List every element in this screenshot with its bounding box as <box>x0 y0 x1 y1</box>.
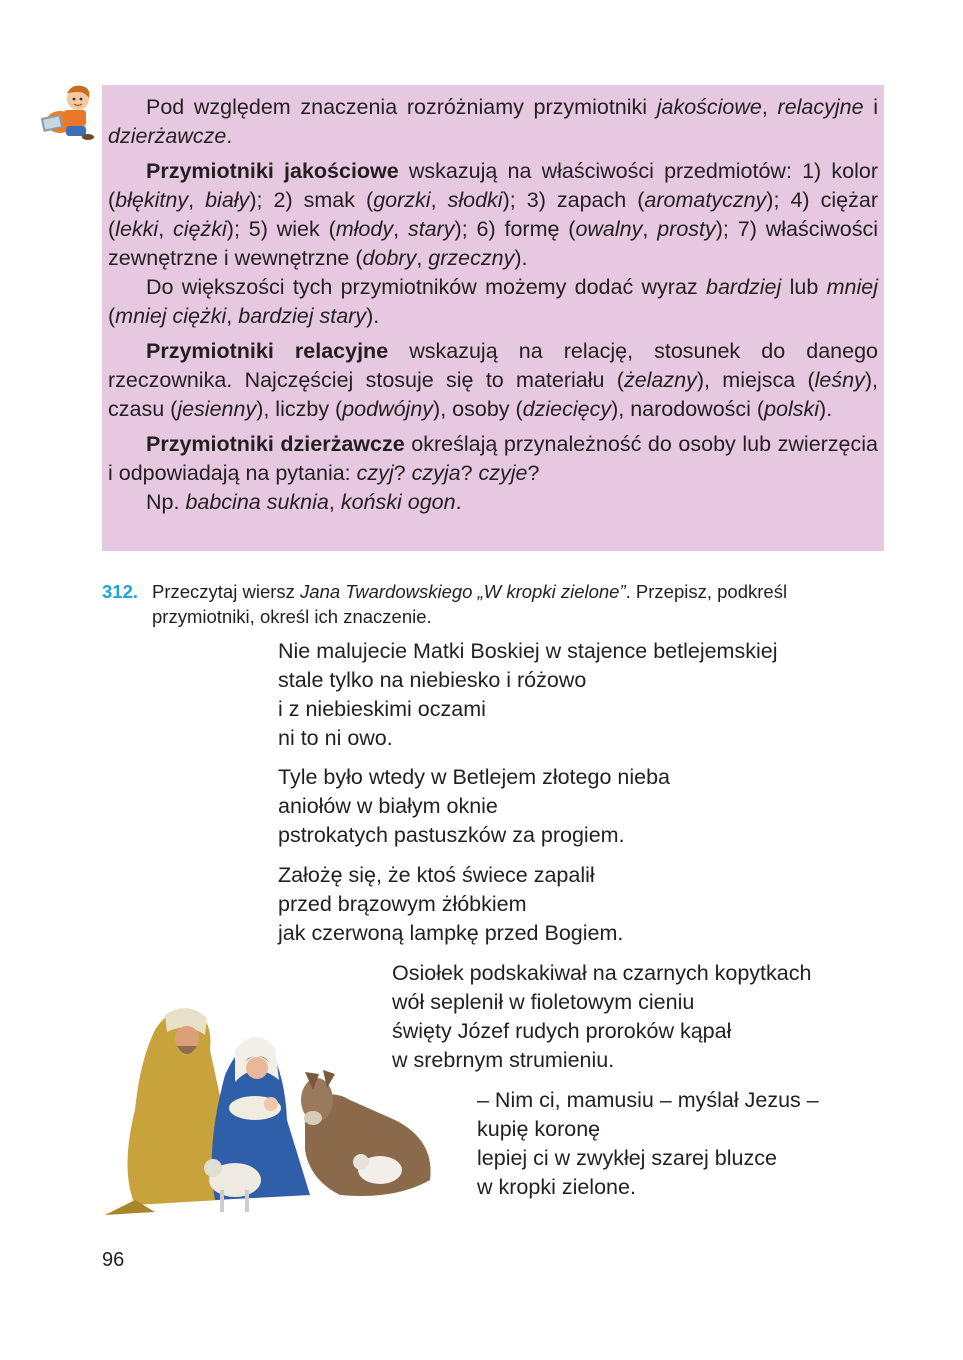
text-run: Jana Twardowskiego „W kropki zielone” <box>300 581 626 602</box>
text-run: , <box>188 188 206 212</box>
text-run: określają przynależność do osoby lub zwierzęcia i odpowiadają na pytania: <box>108 432 878 485</box>
text-run: dziecięcy <box>522 397 612 421</box>
poem-line: pstrokatych pastuszków za progiem. <box>278 823 625 847</box>
text-run: Np. <box>146 490 186 514</box>
text-run: , <box>642 217 658 241</box>
text-run: i <box>863 95 879 119</box>
text-run: ? <box>393 461 412 485</box>
text-run: . Przepisz, podkreśl <box>625 581 788 602</box>
text-run: wskazują na właściwości przedmiotów: 1) kolor ( <box>108 159 878 212</box>
text-run: , <box>393 217 408 241</box>
text-run: czyje <box>478 461 528 485</box>
rule-paragraph-possessive <box>102 430 884 488</box>
text-run: ? <box>460 461 479 485</box>
text-run: bardziej stary <box>238 304 367 328</box>
text-run: Przymiotniki jakościowe <box>146 159 399 183</box>
text-run: , <box>226 304 239 328</box>
poem-line: lepiej ci w zwykłej szarej bluzce <box>477 1146 777 1170</box>
text-run: owalny <box>575 217 643 241</box>
poem-line: aniołów w białym oknie <box>278 794 498 818</box>
text-run: relacyjne <box>777 95 864 119</box>
text-run: , <box>416 246 429 270</box>
poem-line: w srebrnym strumieniu. <box>392 1048 615 1072</box>
text-run: ? <box>527 461 540 485</box>
text-run: gorzki <box>373 188 431 212</box>
text-run: lekki <box>115 217 159 241</box>
rule-paragraph-degree <box>102 273 884 331</box>
text-run: dobry <box>362 246 417 270</box>
text-run: , <box>158 217 174 241</box>
rule-paragraph-qualitative <box>102 157 884 273</box>
text-run: , <box>761 95 778 119</box>
text-run: ); 5) wiek ( <box>226 217 336 241</box>
text-run: stary <box>407 217 455 241</box>
text-run: ), czasu ( <box>108 368 878 421</box>
poem-line: Założę się, że ktoś świece zapalił <box>278 863 595 887</box>
poem-line: Osiołek podskakiwał na czarnych kopytkach <box>392 961 812 985</box>
text-run: ); 6) formę ( <box>454 217 576 241</box>
exercise-line-1 <box>152 581 787 602</box>
poem-line: – Nim ci, mamusiu – myślał Jezus – <box>477 1088 819 1112</box>
text-run: leśny <box>814 368 865 392</box>
text-run: błękitny <box>115 188 189 212</box>
text-run: ), narodowości ( <box>611 397 765 421</box>
poem-line: stale tylko na niebiesko i różowo <box>278 668 587 692</box>
text-run: . <box>455 490 462 514</box>
exercise-instruction <box>102 579 902 629</box>
text-run: Przeczytaj wiersz <box>152 581 301 602</box>
poem-line: i z niebieskimi oczami <box>278 697 486 721</box>
text-run: grzeczny <box>428 246 515 270</box>
poem-line: kupię koronę <box>477 1117 601 1141</box>
text-run: Do większości tych przymiotników możemy dodać wyraz <box>146 275 706 299</box>
text-run: ( <box>108 304 116 328</box>
exercise-line-2: przymiotniki, określ ich znaczenie. <box>152 606 432 627</box>
text-run: ). <box>514 246 528 270</box>
text-run: ); 2) smak ( <box>249 188 374 212</box>
text-run: żelazny <box>623 368 697 392</box>
text-run: bardziej <box>706 275 782 299</box>
text-run: ). <box>366 304 380 328</box>
text-run: ), osoby ( <box>433 397 523 421</box>
text-run: ciężki <box>173 217 227 241</box>
text-run: dzierżawcze <box>108 124 227 148</box>
poem-line: wół seplenił w fioletowym cieniu <box>392 990 695 1014</box>
text-run: biały <box>205 188 250 212</box>
text-run: ). <box>819 397 833 421</box>
boy-with-laptop-icon <box>38 82 100 144</box>
exercise-number: 312. <box>102 581 139 602</box>
poem-stanza-3 <box>278 861 623 948</box>
poem-line: ni to ni owo. <box>278 726 393 750</box>
text-run: jesienny <box>177 397 257 421</box>
text-run: mniej <box>826 275 878 299</box>
text-run: podwójny <box>342 397 434 421</box>
text-run: ); 4) ciężar ( <box>108 188 878 241</box>
rule-paragraph-example <box>102 488 884 517</box>
nativity-scene-illustration <box>95 990 440 1220</box>
text-run: młody <box>335 217 394 241</box>
rule-paragraph-relational <box>102 337 884 424</box>
poem-line: w kropki zielone. <box>477 1175 636 1199</box>
text-run: babcina suknia <box>185 490 329 514</box>
text-run: aromatyczny <box>644 188 767 212</box>
text-run: ); 3) zapach ( <box>502 188 645 212</box>
poem-stanza-4 <box>392 959 811 1075</box>
text-run: prosty <box>657 217 716 241</box>
poem-stanza-5 <box>477 1086 819 1202</box>
poem-line: przed brązowym żłóbkiem <box>278 892 527 916</box>
text-run: ), liczby ( <box>256 397 343 421</box>
poem-line: Nie malujecie Matki Boskiej w stajence betlejemskiej <box>278 639 778 663</box>
text-run: ); 7) właściwości zewnętrzne i wewnętrzne ( <box>108 217 879 270</box>
poem-stanza-2 <box>278 763 670 850</box>
poem-line: jak czerwoną lampkę przed Bogiem. <box>278 921 624 945</box>
text-run: polski <box>764 397 820 421</box>
poem-stanza-1 <box>278 637 777 753</box>
text-run: mniej ciężki <box>115 304 227 328</box>
poem-line: święty Józef rudych proroków kąpał <box>392 1019 732 1043</box>
page-number: 96 <box>102 1249 125 1271</box>
text-run: jakościowe <box>656 95 762 119</box>
text-run: , <box>430 188 448 212</box>
text-run: słodki <box>447 188 503 212</box>
poem-line: Tyle było wtedy w Betlejem złotego nieba <box>278 765 670 789</box>
text-run: Pod względem znaczenia rozróżniamy przymiotniki <box>146 95 657 119</box>
text-run: , <box>328 490 341 514</box>
text-run: czyja <box>411 461 461 485</box>
rule-paragraph-intro <box>102 93 884 151</box>
text-run: Przymiotniki dzierżawcze <box>146 432 405 456</box>
text-run: czyj <box>356 461 394 485</box>
text-run: wskazują na relację, stosunek do danego rzeczownika. Najczęściej stosuje się to materiału ( <box>108 339 878 392</box>
text-run: koński ogon <box>340 490 456 514</box>
text-run: lub <box>781 275 827 299</box>
text-run: . <box>226 124 233 148</box>
text-run: Przymiotniki relacyjne <box>146 339 389 363</box>
grammar-rule-box <box>102 85 884 551</box>
text-run: ), miejsca ( <box>696 368 815 392</box>
